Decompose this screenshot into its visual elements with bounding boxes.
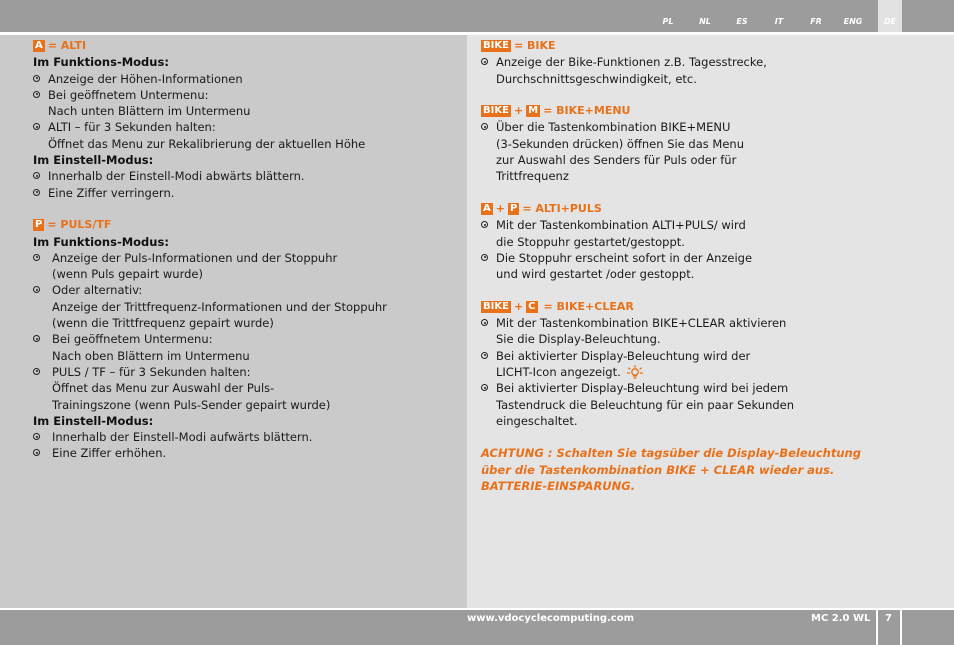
menu-key-badge: M xyxy=(528,105,539,117)
bike-clear-heading: BIKE + C = BIKE+CLEAR xyxy=(483,299,634,313)
bullet-icon xyxy=(33,123,40,130)
lang-tab-pl[interactable]: PL xyxy=(662,17,674,26)
bike-heading: BIKE = BIKE xyxy=(483,39,556,52)
footer-website-link[interactable]: www.vdocyclecomputing.com xyxy=(467,613,635,624)
list-item-continued: (3-Sekunden drücken) öffnen Sie das Menu xyxy=(496,136,744,151)
list-item-continued: zur Auswahl des Senders für Puls oder für xyxy=(496,153,737,168)
right-column xyxy=(481,38,941,494)
list-item-continued: Trainingszone (wenn Puls-Sender gepairt wurde) xyxy=(52,397,331,412)
list-item-continued: die Stoppuhr gestartet/gestoppt. xyxy=(496,234,685,249)
lang-tab-es[interactable]: ES xyxy=(736,17,748,26)
list-item: Bei aktivierter Display-Beleuchtung wird der xyxy=(481,348,941,364)
bullet-icon xyxy=(33,433,40,440)
list-item-continued: Trittfrequenz xyxy=(496,169,569,184)
list-item-continued: LICHT-Icon angezeigt. xyxy=(481,364,941,380)
lang-tab-de[interactable]: DE xyxy=(878,0,902,32)
list-item: Bei geöffnetem Untermenu: xyxy=(33,87,458,103)
list-item-continued: Anzeige der Trittfrequenz-Informationen und der Stoppuhr xyxy=(52,299,387,314)
list-item-continued: (wenn die Trittfrequenz gepairt wurde) xyxy=(52,316,274,331)
list-item: Mit der Tastenkombination ALTI+PULS/ wird xyxy=(481,217,941,233)
list-item: Anzeige der Bike-Funktionen z.B. Tagesstrecke, xyxy=(481,54,941,70)
func-mode-heading: Im Funktions-Modus: xyxy=(33,55,169,70)
list-item-continued: Nach oben Blättern im Untermenu xyxy=(52,348,250,363)
list-item: Innerhalb der Einstell-Modi aufwärts blättern. xyxy=(33,429,458,445)
list-item: PULS / TF – für 3 Sekunden halten: xyxy=(33,364,458,380)
list-item-continued: Öffnet das Menu zur Auswahl der Puls- xyxy=(52,381,275,396)
bike-key-badge: BIKE xyxy=(483,105,509,117)
bullet-icon xyxy=(481,319,488,326)
bullet-icon xyxy=(33,368,40,375)
bullet-icon xyxy=(33,335,40,342)
alti-key-badge: A xyxy=(483,203,491,215)
bike-menu-heading: BIKE + M = BIKE+MENU xyxy=(483,104,631,118)
puls-heading: P = PULS/TF xyxy=(35,218,112,232)
list-item: Anzeige der Puls-Informationen und der Stoppuhr xyxy=(33,250,458,266)
bullet-icon xyxy=(33,91,40,98)
bullet-icon xyxy=(481,221,488,228)
func-mode-heading: Im Funktions-Modus: xyxy=(33,234,169,249)
list-item: Oder alternativ: xyxy=(33,282,458,298)
list-item-continued: Öffnet das Menu zur Rekalibrierung der aktuellen Höhe xyxy=(48,136,366,151)
page-number: 7 xyxy=(885,613,892,624)
alti-key-badge: A xyxy=(35,40,43,52)
set-mode-heading: Im Einstell-Modus: xyxy=(33,413,154,428)
light-bulb-icon xyxy=(624,365,646,379)
lang-tab-eng[interactable]: ENG xyxy=(843,17,863,26)
bullet-icon xyxy=(33,286,40,293)
bullet-icon xyxy=(33,75,40,82)
list-item-continued: und wird gestartet /oder gestoppt. xyxy=(496,267,695,282)
list-item-continued: Durchschnittsgeschwindigkeit, etc. xyxy=(496,71,697,86)
alti-heading: A = ALTI xyxy=(35,39,87,52)
bullet-icon xyxy=(33,189,40,196)
header-divider xyxy=(0,33,954,34)
list-item-continued: eingeschaltet. xyxy=(496,413,578,428)
bullet-icon xyxy=(481,58,488,65)
bullet-icon xyxy=(481,384,488,391)
list-item: Bei aktivierter Display-Beleuchtung wird bei jedem xyxy=(481,380,941,396)
list-item-continued: Nach unten Blättern im Untermenu xyxy=(48,104,251,119)
bullet-icon xyxy=(481,254,488,261)
footer-model-name: MC 2.0 WL xyxy=(811,613,871,624)
list-item: Die Stoppuhr erscheint sofort in der Anzeige xyxy=(481,250,941,266)
bullet-icon xyxy=(481,123,488,130)
bullet-icon xyxy=(33,172,40,179)
bike-key-badge: BIKE xyxy=(483,300,509,312)
footer-separator xyxy=(900,610,902,645)
lang-tab-it[interactable]: IT xyxy=(774,17,784,26)
list-item-continued: (wenn Puls gepairt wurde) xyxy=(52,267,203,282)
list-item: Innerhalb der Einstell-Modi abwärts blättern. xyxy=(33,168,458,184)
bullet-icon xyxy=(33,449,40,456)
left-column xyxy=(33,38,458,462)
lang-tab-fr[interactable]: FR xyxy=(810,17,822,26)
warning-note: ACHTUNG : Schalten Sie tagsüber die Display-Beleuchtung über die Tastenkombination BIKE + CLEAR wieder aus. BATTERIE-EINSPARUNG. xyxy=(481,446,861,494)
list-item: Eine Ziffer erhöhen. xyxy=(33,445,458,461)
list-item: Anzeige der Höhen-Informationen xyxy=(33,71,458,87)
lang-tab-nl[interactable]: NL xyxy=(699,17,711,26)
footer-separator xyxy=(876,610,878,645)
bullet-icon xyxy=(33,254,40,261)
list-item: Bei geöffnetem Untermenu: xyxy=(33,331,458,347)
list-item: Mit der Tastenkombination BIKE+CLEAR aktivieren xyxy=(481,315,941,331)
alti-puls-heading: A + P = ALTI+PULS xyxy=(483,201,602,215)
clear-key-badge: C xyxy=(528,300,536,312)
list-item-continued: Tastendruck die Beleuchtung für ein paar Sekunden xyxy=(496,397,795,412)
bullet-icon xyxy=(481,352,488,359)
bike-key-badge: BIKE xyxy=(483,40,509,52)
list-item: Über die Tastenkombination BIKE+MENU xyxy=(481,119,941,135)
puls-key-badge: P xyxy=(509,203,518,215)
list-item: Eine Ziffer verringern. xyxy=(33,185,458,201)
puls-key-badge: P xyxy=(35,219,43,231)
set-mode-heading: Im Einstell-Modus: xyxy=(33,153,154,168)
list-item-continued: Sie die Display-Beleuchtung. xyxy=(496,332,661,347)
list-item: ALTI – für 3 Sekunden halten: xyxy=(33,119,458,135)
